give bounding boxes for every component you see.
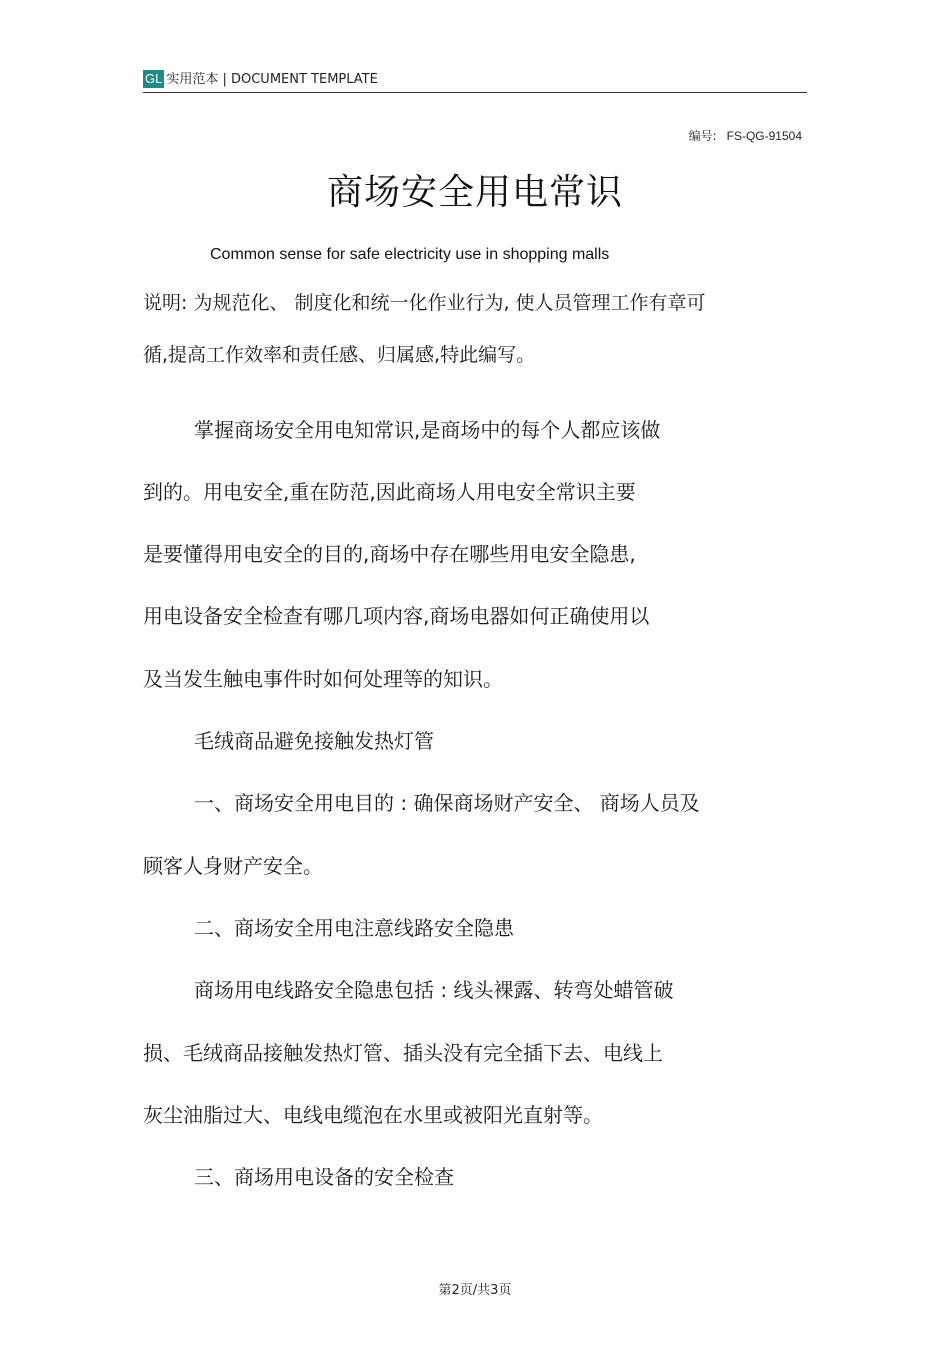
body-line: 顾客人身财产安全。 [143,854,323,878]
gl-logo-mark: GL [145,71,163,86]
body-line: 到的。用电安全,重在防范,因此商场人用电安全常识主要 [143,480,636,504]
serial-value: FS-QG-91504 [726,129,802,143]
document-header [143,70,807,93]
body-line: 损、毛绒商品接触发热灯管、插头没有完全插下去、电线上 [143,1041,663,1065]
header-text: 实用范本 | DOCUMENT TEMPLATE [166,72,378,87]
header-logo [143,70,378,89]
body-line: 是要懂得用电安全的目的,商场中存在哪些用电安全隐患, [143,542,636,566]
note-line: 循,提高工作效率和责任感、归属感,特此编写。 [143,344,536,366]
body-line: 二、商场安全用电注意线路安全隐患 [194,916,514,940]
body-line: 商场用电线路安全隐患包括 : 线头裸露、转弯处蜡管破 [194,978,674,1002]
serial-number [689,127,802,144]
serial-label: 编号: [688,129,717,143]
body-line: 及当发生触电事件时如何处理等的知识。 [143,667,503,691]
page-title: 商场安全用电常识 [326,172,623,213]
body-line: 灰尘油脂过大、电线电缆泡在水里或被阳光直射等。 [143,1103,603,1127]
page-number: 第2页/共3页 [438,1283,512,1298]
page-subtitle: Common sense for safe electricity use in shopping malls [210,246,610,263]
body-line: 掌握商场安全用电知常识,是商场中的每个人都应该做 [194,418,661,442]
body-line: 三、商场用电设备的安全检查 [194,1165,454,1189]
body-line: 毛绒商品避免接触发热灯管 [194,729,434,753]
note-line: 说明: 为规范化、 制度化和统一化作业行为, 使人员管理工作有章可 [143,292,706,314]
body-line: 一、商场安全用电目的 : 确保商场财产安全、 商场人员及 [194,791,700,815]
body-line: 用电设备安全检查有哪几项内容,商场电器如何正确使用以 [143,604,650,628]
